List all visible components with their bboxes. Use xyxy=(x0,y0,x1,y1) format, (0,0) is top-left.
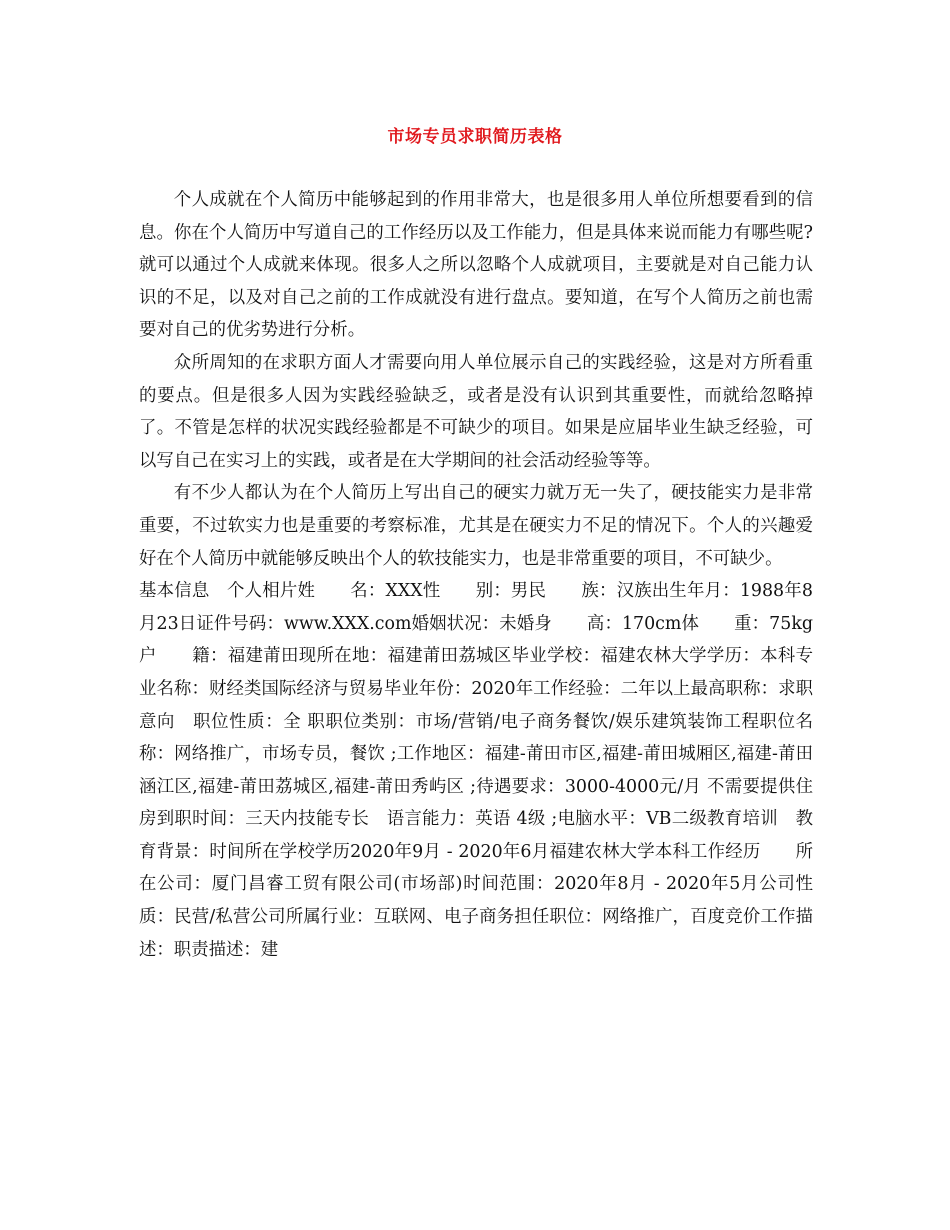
resume-details-block: 基本信息 个人相片姓 名：XXX性 别：男民 族：汉族出生年月：1988年8月23日证件号码：www.XXX.com婚姻状况：未婚身 高：170cm体 重：75kg户 籍：福建莆田现所在地：福建莆田荔城区毕业学校：福建农林大学学历：本科专业名称：财经类国际经济与贸易毕业年份：2020年工作经验：二年以上最高职称：求职意向 职位性质：全 职职位类别：市场/营销/电子商务餐饮/娱乐建筑装饰工程职位名称：网络推广，市场专员，餐饮 ;工作地区：福建-莆田市区,福建-莆田城厢区,福建-莆田涵江区,福建-莆田荔城区,福建-莆田秀屿区 ;待遇要求：3000-4000元/月 不需要提供住房到职时间：三天内技能专长 语言能力：英语 4级 ;电脑水平：VB二级教育培训 教育背景：时间所在学校学历2020年9月 - 2020年6月福建农林大学本科工作经历 所在公司：厦门昌睿工贸有限公司(市场部)时间范围：2020年8月 - 2020年5月公司性质：民营/私营公司所属行业：互联网、电子商务担任职位：网络推广，百度竞价工作描述：职责描述：建 xyxy=(139,581,813,960)
paragraph-achievements: 个人成就在个人简历中能够起到的作用非常大，也是很多用人单位所想要看到的信息。你在个人简历中写道自己的工作经历以及工作能力，但是具体来说而能力有哪些呢?就可以通过个人成就来体现。很多人之所以忽略个人成就项目，主要就是对自己能力认识的不足，以及对自己之前的工作成就没有进行盘点。要知道，在写个人简历之前也需要对自己的优劣势进行分析。 xyxy=(139,190,813,341)
paragraph-experience: 众所周知的在求职方面人才需要向用人单位展示自己的实践经验，这是对方所看重的要点。但是很多人因为实践经验缺乏，或者是没有认识到其重要性，而就给忽略掉了。不管是怎样的状况实践经验都是不可缺少的项目。如果是应届毕业生缺乏经验，可以写自己在实习上的实践，或者是在大学期间的社会活动经验等等。 xyxy=(139,352,813,471)
paragraph-soft-skills: 有不少人都认为在个人简历上写出自己的硬实力就万无一失了，硬技能实力是非常重要，不过软实力也是重要的考察标准，尤其是在硬实力不足的情况下。个人的兴趣爱好在个人简历中就能够反映出个人的软技能实力，也是非常重要的项目，不可缺少。 xyxy=(139,483,813,569)
document-title: 市场专员求职简历表格 xyxy=(387,127,563,147)
document-body xyxy=(139,184,813,966)
